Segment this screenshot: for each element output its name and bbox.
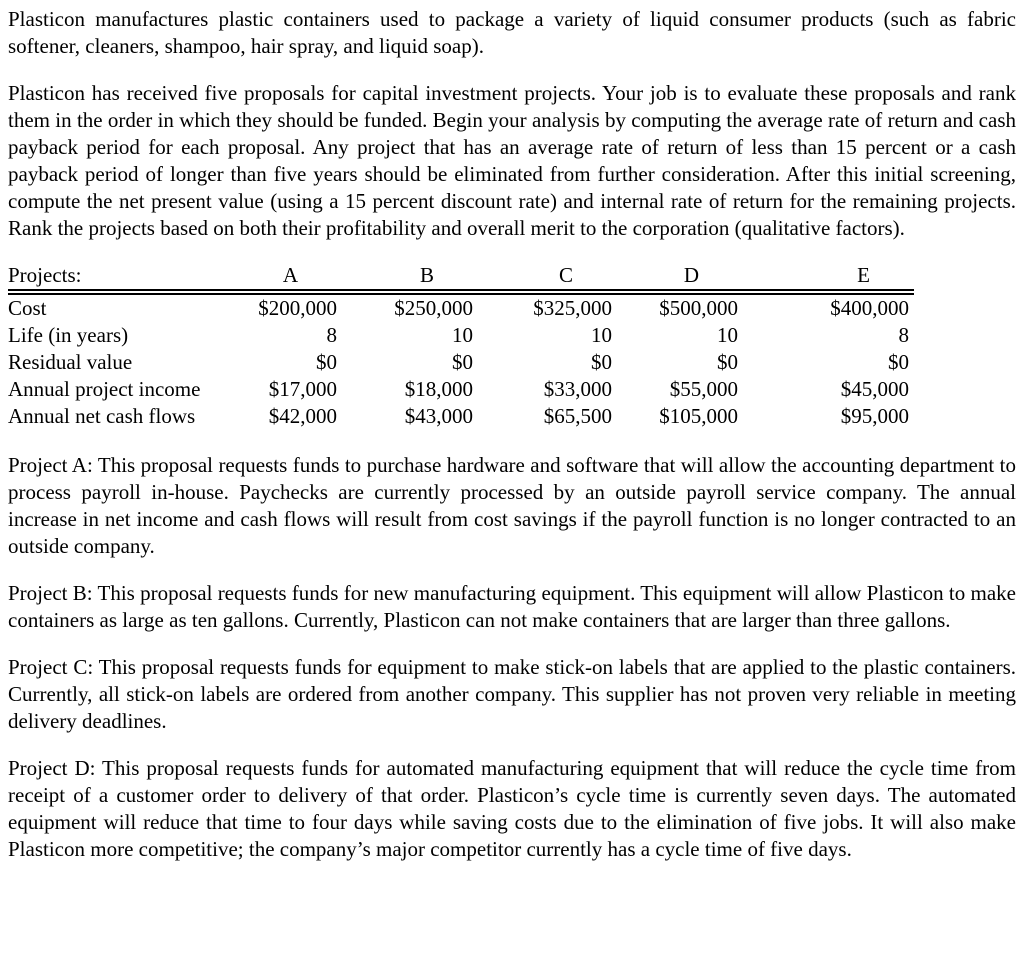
table-header-row <box>8 262 914 292</box>
row-label: Cost <box>8 296 47 320</box>
table-header-col-c: C <box>478 262 617 292</box>
table-cell: $500,000 <box>659 296 738 320</box>
table-cell: $0 <box>888 350 909 374</box>
table-cell: $0 <box>452 350 473 374</box>
table-cell: 8 <box>326 323 337 347</box>
table-cell: 10 <box>591 323 612 347</box>
table-cell: $33,000 <box>543 377 612 401</box>
table-cell: 10 <box>452 323 473 347</box>
table-header-col-d: D <box>617 262 743 292</box>
table-cell: $43,000 <box>404 404 473 428</box>
row-label: Annual net cash flows <box>8 404 196 428</box>
table-cell: 10 <box>717 323 738 347</box>
table-row-residual-value <box>8 349 914 376</box>
intro-paragraph-1: Plasticon manufactures plastic containers used to package a variety of liquid consumer products (such as fabric softener, cleaners, shampoo, hair spray, and liquid soap). <box>8 7 1016 58</box>
table-cell: $45,000 <box>840 377 909 401</box>
table-cell: $17,000 <box>268 377 337 401</box>
table-row-life <box>8 322 914 349</box>
row-label: Life (in years) <box>8 323 129 347</box>
table-cell: $0 <box>591 350 612 374</box>
table-header-col-e: E <box>743 262 914 292</box>
table-cell: $65,500 <box>543 404 612 428</box>
project-b-paragraph: Project B: This proposal requests funds for new manufacturing equipment. This equipment will allow Plasticon to make containers as large as ten gallons. Currently, Plasticon can not make containers that are larger than three gallons. <box>8 581 1016 632</box>
table-row-cost <box>8 292 914 322</box>
table-cell: $18,000 <box>404 377 473 401</box>
table-cell: $200,000 <box>258 296 337 320</box>
table-cell: $400,000 <box>830 296 909 320</box>
table-cell: $55,000 <box>669 377 738 401</box>
intro-paragraph-2: Plasticon has received five proposals for capital investment projects. Your job is to evaluate these proposals and rank them in the order in which they should be funded. Begin your analysis by computing the average rate of return and cash payback period for each proposal. Any project that has an average rate of return of less than 15 percent or a cash payback period of longer than five years should be eliminated from further consideration. After this initial screening, compute the net present value (using a 15 percent discount rate) and internal rate of return for the remaining projects. Rank the projects based on both their profitability and overall merit to the corporation (qualitative factors). <box>8 81 1016 240</box>
project-d-paragraph: Project D: This proposal requests funds for automated manufacturing equipment that will reduce the cycle time from receipt of a customer order to delivery of that order. Plasticon’s cycle time is currently seven days. The automated equipment will reduce that time to four days while saving costs due to the elimination of five jobs. It will also make Plasticon more competitive; the company’s major competitor currently has a cycle time of five days. <box>8 756 1016 861</box>
table-header-col-a: A <box>238 262 342 292</box>
table-cell: $105,000 <box>659 404 738 428</box>
projects-table <box>8 262 914 430</box>
table-row-annual-net-cash-flows <box>8 403 914 430</box>
table-cell: 8 <box>898 323 909 347</box>
table-cell: $42,000 <box>268 404 337 428</box>
row-label: Annual project income <box>8 377 201 401</box>
project-c-paragraph: Project C: This proposal requests funds for equipment to make stick-on labels that are applied to the plastic containers. Currently, all stick-on labels are ordered from another company. This supplier has not proven very reliable in meeting delivery deadlines. <box>8 655 1016 733</box>
table-cell: $250,000 <box>394 296 473 320</box>
table-cell: $0 <box>717 350 738 374</box>
table-header-projects-label: Projects: <box>8 262 238 292</box>
table-row-annual-project-income <box>8 376 914 403</box>
table-cell: $0 <box>316 350 337 374</box>
table-cell: $325,000 <box>533 296 612 320</box>
row-label: Residual value <box>8 350 133 374</box>
project-a-paragraph: Project A: This proposal requests funds to purchase hardware and software that will allow the accounting department to process payroll in-house. Paychecks are currently processed by an outside payroll service company. The annual increase in net income and cash flows will result from cost savings if the payroll function is no longer contracted to an outside company. <box>8 453 1016 558</box>
table-cell: $95,000 <box>840 404 909 428</box>
table-header-col-b: B <box>342 262 478 292</box>
